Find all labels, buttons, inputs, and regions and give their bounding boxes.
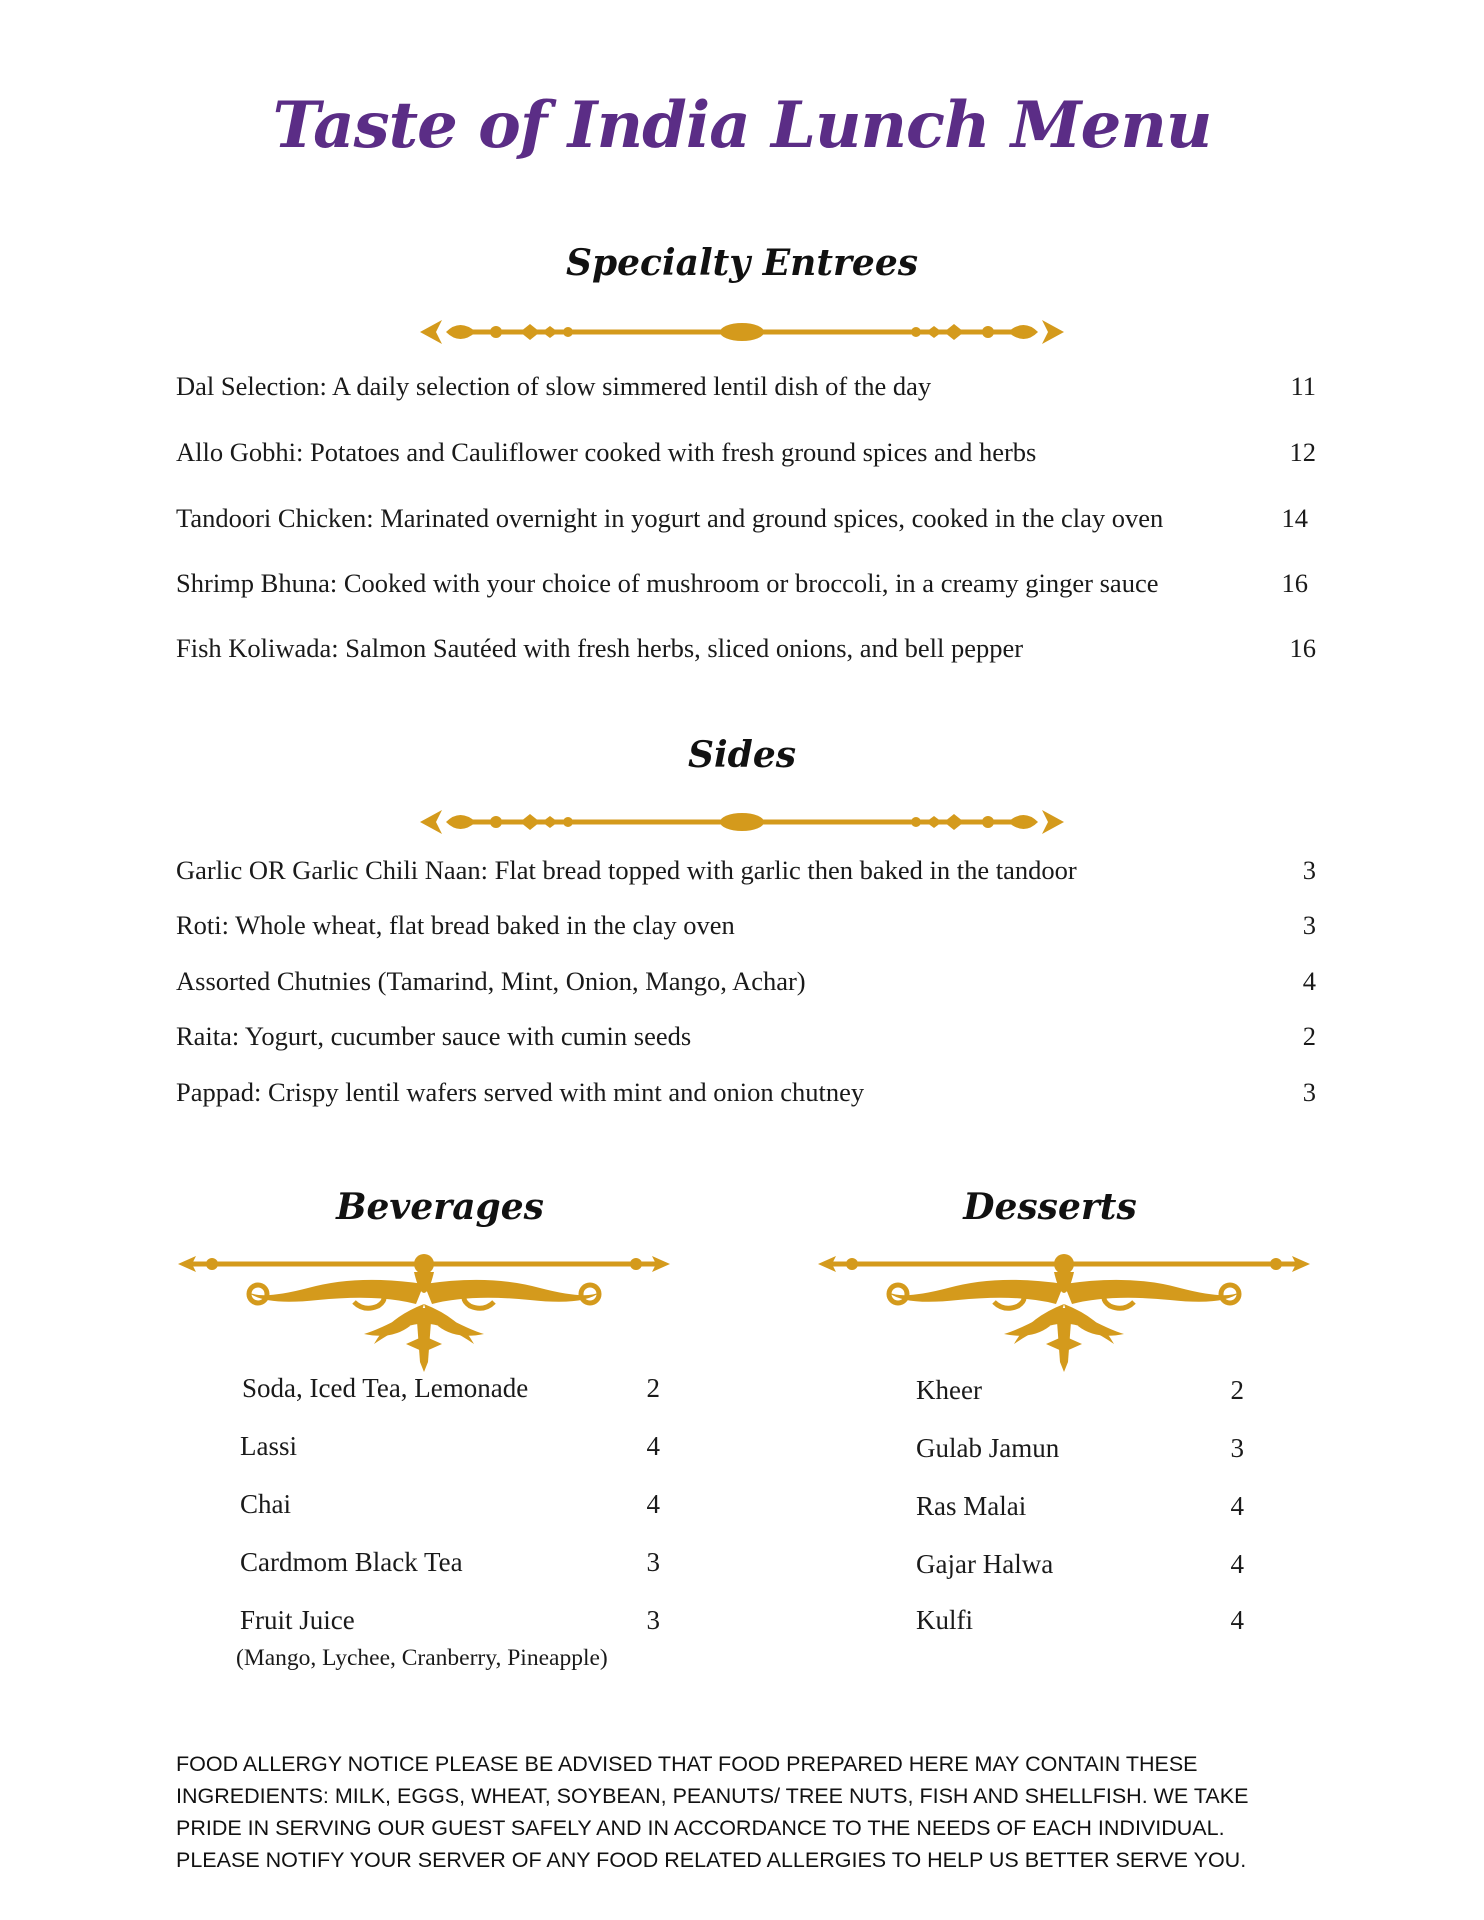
dessert-name: Gulab Jamun bbox=[916, 1433, 1060, 1463]
side-price: 4 bbox=[1302, 966, 1316, 996]
side-desc: Assorted Chutnies (Tamarind, Mint, Onion, Mango, Achar) bbox=[176, 966, 806, 996]
beverage-row bbox=[240, 1486, 660, 1522]
allergy-notice-line: INGREDIENTS: MILK, EGGS, WHEAT, SOYBEAN, PEANUTS/ TREE NUTS, FISH AND SHELLFISH. WE TAKE bbox=[176, 1784, 1249, 1808]
dessert-name: Kheer bbox=[916, 1375, 982, 1405]
beverage-row bbox=[240, 1428, 660, 1464]
side-price: 2 bbox=[1302, 1021, 1316, 1051]
entree-row bbox=[176, 630, 1316, 666]
dessert-name: Gajar Halwa bbox=[916, 1549, 1054, 1579]
beverage-row bbox=[242, 1370, 660, 1406]
entree-price: 16 bbox=[1281, 568, 1308, 598]
side-price: 3 bbox=[1302, 910, 1316, 940]
beverages-heading: Beverages bbox=[336, 1186, 544, 1228]
fruit-juice-options: (Mango, Lychee, Cranberry, Pineapple) bbox=[236, 1645, 608, 1671]
gold-filigree-ornament-icon bbox=[818, 1244, 1310, 1374]
specialty-entrees-heading: Specialty Entrees bbox=[565, 242, 919, 284]
gold-filigree-ornament-icon bbox=[178, 1244, 670, 1374]
dessert-name: Kulfi bbox=[916, 1605, 973, 1635]
entree-price: 16 bbox=[1289, 633, 1316, 663]
beverage-price: 3 bbox=[646, 1547, 660, 1577]
allergy-notice bbox=[176, 1748, 1336, 1876]
dessert-row bbox=[916, 1546, 1244, 1582]
entree-row bbox=[176, 434, 1316, 470]
gold-scroll-divider-icon bbox=[416, 310, 1068, 354]
menu-title: Taste of India Lunch Menu bbox=[272, 88, 1212, 163]
side-desc: Pappad: Crispy lentil wafers served with mint and onion chutney bbox=[176, 1077, 865, 1107]
beverage-name: Chai bbox=[240, 1489, 291, 1519]
dessert-row bbox=[916, 1430, 1244, 1466]
entree-price: 12 bbox=[1289, 437, 1316, 467]
entree-desc: Fish Koliwada: Salmon Sautéed with fresh herbs, sliced onions, and bell pepper bbox=[176, 633, 1024, 663]
entree-row bbox=[176, 500, 1316, 536]
dessert-row bbox=[916, 1372, 1244, 1408]
allergy-notice-line: FOOD ALLERGY NOTICE PLEASE BE ADVISED THAT FOOD PREPARED HERE MAY CONTAIN THESE bbox=[176, 1752, 1198, 1776]
entree-desc: Dal Selection: A daily selection of slow simmered lentil dish of the day bbox=[176, 371, 932, 401]
side-row bbox=[176, 1074, 1316, 1110]
dessert-price: 2 bbox=[1230, 1375, 1244, 1405]
entree-row bbox=[176, 565, 1316, 601]
side-row bbox=[176, 907, 1316, 943]
sides-heading: Sides bbox=[687, 734, 797, 776]
dessert-price: 3 bbox=[1230, 1433, 1244, 1463]
allergy-notice-line: PLEASE NOTIFY YOUR SERVER OF ANY FOOD RELATED ALLERGIES TO HELP US BETTER SERVE YOU. bbox=[176, 1848, 1247, 1872]
entree-desc: Allo Gobhi: Potatoes and Cauliflower cooked with fresh ground spices and herbs bbox=[176, 437, 1037, 467]
entree-desc: Shrimp Bhuna: Cooked with your choice of mushroom or broccoli, in a creamy ginger sauce bbox=[176, 568, 1159, 598]
beverage-price: 4 bbox=[646, 1431, 660, 1461]
side-price: 3 bbox=[1302, 1077, 1316, 1107]
beverage-row bbox=[240, 1544, 660, 1580]
dessert-row bbox=[916, 1602, 1244, 1638]
side-row bbox=[176, 963, 1316, 999]
beverage-price: 3 bbox=[646, 1605, 660, 1635]
beverage-price: 4 bbox=[646, 1489, 660, 1519]
side-row bbox=[176, 1018, 1316, 1054]
side-row bbox=[176, 852, 1316, 888]
allergy-notice-line: PRIDE IN SERVING OUR GUEST SAFELY AND IN ACCORDANCE TO THE NEEDS OF EACH INDIVIDUAL. bbox=[176, 1816, 1225, 1840]
side-desc: Raita: Yogurt, cucumber sauce with cumin seeds bbox=[176, 1021, 692, 1051]
dessert-name: Ras Malai bbox=[916, 1491, 1027, 1521]
gold-scroll-divider-icon bbox=[416, 800, 1068, 844]
desserts-heading: Desserts bbox=[963, 1186, 1137, 1228]
entree-price: 14 bbox=[1281, 503, 1308, 533]
dessert-price: 4 bbox=[1230, 1605, 1244, 1635]
entree-row bbox=[176, 368, 1316, 404]
beverage-row bbox=[240, 1602, 660, 1638]
entree-price: 11 bbox=[1290, 371, 1316, 401]
beverage-name: Cardmom Black Tea bbox=[240, 1547, 463, 1577]
beverage-name: Lassi bbox=[240, 1431, 297, 1461]
beverage-name: Fruit Juice bbox=[240, 1605, 355, 1635]
side-price: 3 bbox=[1302, 855, 1316, 885]
dessert-price: 4 bbox=[1230, 1491, 1244, 1521]
dessert-price: 4 bbox=[1230, 1549, 1244, 1579]
dessert-row bbox=[916, 1488, 1244, 1524]
side-desc: Roti: Whole wheat, flat bread baked in the clay oven bbox=[176, 910, 735, 940]
side-desc: Garlic OR Garlic Chili Naan: Flat bread topped with garlic then baked in the tandoor bbox=[176, 855, 1077, 885]
entree-desc: Tandoori Chicken: Marinated overnight in yogurt and ground spices, cooked in the clay oven bbox=[176, 503, 1164, 533]
beverage-price: 2 bbox=[646, 1373, 660, 1403]
beverage-name: Soda, Iced Tea, Lemonade bbox=[242, 1373, 529, 1403]
